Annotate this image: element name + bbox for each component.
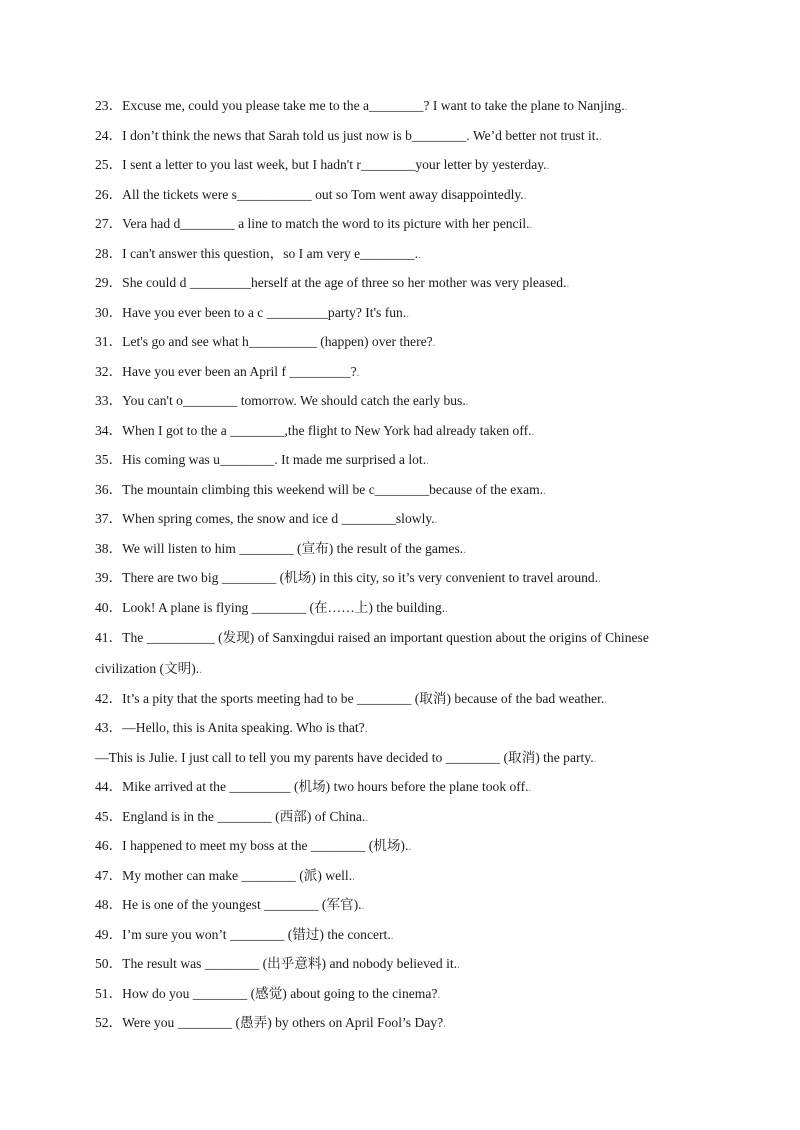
question-35	[95, 451, 785, 470]
question-text: 51．How do you ________ (感觉) about going to the cinema?	[95, 986, 438, 1001]
paragraph-mark: .	[593, 753, 597, 765]
question-32	[95, 363, 785, 382]
paragraph-mark: .	[523, 190, 527, 202]
paragraph-mark: .	[434, 514, 438, 526]
question-39	[95, 569, 785, 588]
question-text: 28．I can't answer this question，so I am very e________.	[95, 246, 418, 261]
paragraph-mark: .	[543, 485, 546, 497]
paragraph-mark: .	[437, 989, 441, 1001]
question-text: 29．She could d _________herself at the age of three so her mother was very pleased.	[95, 275, 567, 290]
question-37	[95, 510, 785, 529]
question-text: 42．It’s a pity that the sports meeting had to be ________ (取消) because of the bad weather.	[95, 691, 605, 706]
question-46	[95, 837, 785, 856]
question-40	[95, 599, 785, 618]
paragraph-mark: .	[443, 1018, 446, 1030]
question-text: 47．My mother can make ________ (派) well.	[95, 868, 353, 883]
question-43-reply	[95, 749, 785, 768]
question-23	[95, 97, 785, 116]
question-text: 48．He is one of the youngest ________ (军官).	[95, 897, 362, 912]
question-25	[95, 156, 785, 175]
question-34	[95, 422, 785, 441]
paragraph-mark: .	[445, 603, 448, 615]
question-24	[95, 127, 785, 146]
question-28	[95, 245, 785, 264]
paragraph-mark: .	[390, 930, 394, 942]
question-30	[95, 304, 785, 323]
paragraph-mark: .	[365, 812, 369, 824]
paragraph-mark: .	[406, 308, 409, 320]
question-41	[95, 629, 785, 647]
paragraph-mark: .	[408, 841, 412, 853]
paragraph-mark: .	[364, 723, 368, 735]
paragraph-mark: .	[598, 573, 601, 585]
paragraph-mark: .	[566, 278, 570, 290]
question-48	[95, 896, 785, 915]
question-text: 43．—Hello, this is Anita speaking. Who is that?	[95, 720, 365, 735]
paragraph-mark: .	[598, 131, 602, 143]
question-text: 44．Mike arrived at the _________ (机场) two hours before the plane took off.	[95, 779, 529, 794]
paragraph-mark: .	[417, 249, 421, 261]
paragraph-mark: .	[531, 426, 535, 438]
question-text: 32．Have you ever been an April f _________?	[95, 364, 357, 379]
question-text: 49．I’m sure you won’t ________ (错过) the concert.	[95, 927, 391, 942]
question-47	[95, 867, 785, 886]
question-text: 46．I happened to meet my boss at the ________ (机场).	[95, 838, 409, 853]
question-text: 31．Let's go and see what h__________ (happen) over there?	[95, 334, 433, 349]
question-44	[95, 778, 785, 797]
paragraph-mark: .	[546, 160, 550, 172]
paragraph-mark: .	[463, 544, 466, 556]
question-31	[95, 333, 785, 352]
question-50	[95, 955, 785, 974]
question-text: 24．I don’t think the news that Sarah told us just now is b________. We’d better not trust it.	[95, 128, 599, 143]
question-51	[95, 985, 785, 1004]
question-text: 50．The result was ________ (出乎意料) and nobody believed it.	[95, 956, 458, 971]
question-43	[95, 719, 785, 738]
question-52	[95, 1014, 785, 1033]
question-33	[95, 392, 785, 411]
question-text: 25．I sent a letter to you last week, but I hadn't r________your letter by yesterday.	[95, 157, 547, 172]
question-text: —This is Julie. I just call to tell you my parents have decided to ________ (取消) the party.	[95, 750, 594, 765]
paragraph-mark: .	[356, 367, 360, 379]
question-text: 34．When I got to the a ________,the flight to New York had already taken off.	[95, 423, 532, 438]
paragraph-mark: .	[529, 219, 533, 231]
question-45	[95, 808, 785, 827]
question-text: civilization (文明).	[95, 661, 200, 676]
question-text: 41．The __________ (发现) of Sanxingdui raised an important question about the origins of Chinese	[95, 630, 649, 645]
paragraph-mark: .	[352, 871, 355, 883]
paragraph-mark: .	[624, 101, 628, 113]
question-text: 26．All the tickets were s___________ out so Tom went away disappointedly.	[95, 187, 524, 202]
question-42	[95, 690, 785, 709]
question-41-continued	[95, 660, 785, 679]
question-27	[95, 215, 785, 234]
paragraph-mark: .	[361, 900, 365, 912]
question-text: 52．Were you ________ (愚弄) by others on April Fool’s Day?	[95, 1015, 444, 1030]
question-text: 27．Vera had d________ a line to match the word to its picture with her pencil.	[95, 216, 530, 231]
question-text: 35．His coming was u________. It made me surprised a lot.	[95, 452, 427, 467]
question-text: 23．Excuse me, could you please take me to the a________? I want to take the plane to Nanjing.	[95, 98, 625, 113]
question-text: 33．You can't o________ tomorrow. We should catch the early bus.	[95, 393, 466, 408]
question-text: 37．When spring comes, the snow and ice d ________slowly.	[95, 511, 435, 526]
question-text: 39．There are two big ________ (机场) in this city, so it’s very convenient to travel around.	[95, 570, 599, 585]
question-text: 38．We will listen to him ________ (宣布) the result of the games.	[95, 541, 464, 556]
question-text: 30．Have you ever been to a c _________party? It's fun.	[95, 305, 407, 320]
question-36	[95, 481, 785, 500]
question-26	[95, 186, 785, 205]
paragraph-mark: .	[528, 782, 532, 794]
paragraph-mark: .	[432, 337, 436, 349]
question-38	[95, 540, 785, 559]
paragraph-mark: .	[426, 455, 429, 467]
question-text: 36．The mountain climbing this weekend will be c________because of the exam.	[95, 482, 544, 497]
question-text: 45．England is in the ________ (西部) of China.	[95, 809, 366, 824]
question-49	[95, 926, 785, 945]
paragraph-mark: .	[199, 664, 202, 676]
paragraph-mark: .	[457, 959, 460, 971]
paragraph-mark: .	[604, 694, 608, 706]
question-29	[95, 274, 785, 293]
question-text: 40．Look! A plane is flying ________ (在……上) the building.	[95, 600, 446, 615]
paragraph-mark: .	[465, 396, 469, 408]
